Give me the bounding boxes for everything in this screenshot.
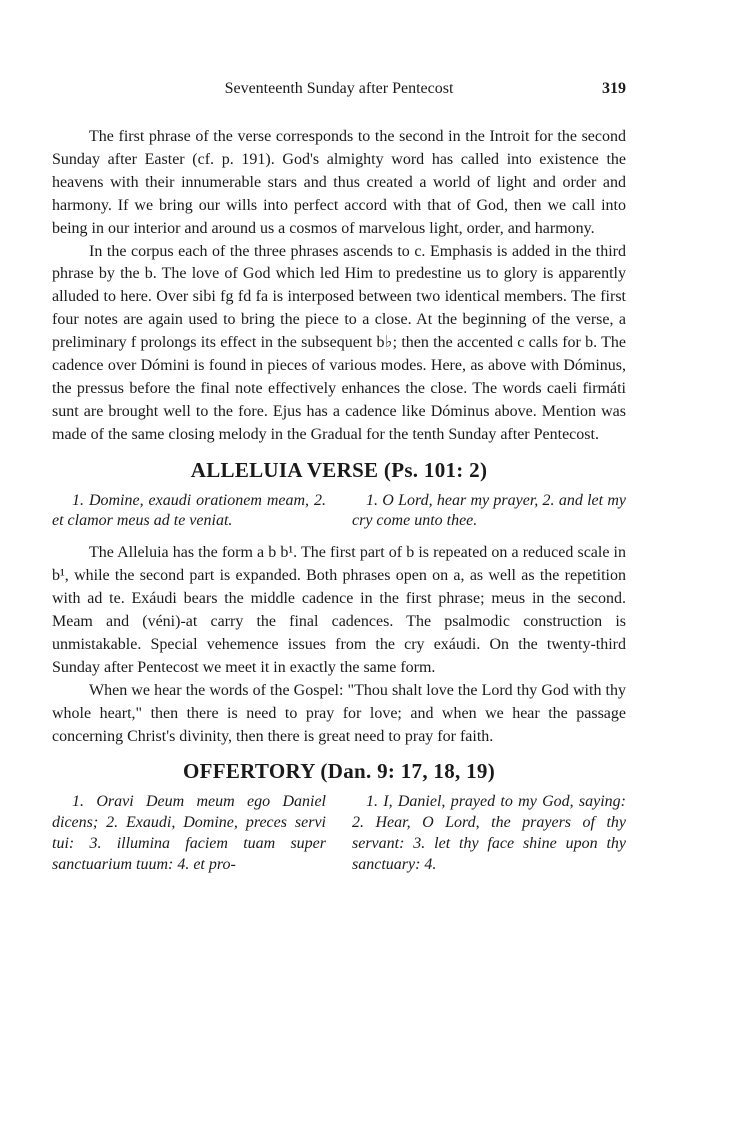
alleluia-verse (52, 491, 626, 533)
paragraph-verse-commentary: The first phrase of the verse corresponds to the second in the Introit for the second Sunday after Easter (cf. p. 191). God's almighty word has called into existence the heavens with their innumerable stars and thus created a world of light and order and harmony. If we bring our wills into perfect accord with that of God, then we call into being in our interior and around us a cosmos of marvelous light, order, and harmony. (52, 128, 626, 237)
offertory-heading: OFFERTORY (Dan. 9: 17, 18, 19) (182, 759, 496, 784)
page-number: 319 (602, 80, 626, 97)
offertory-english-text: 1. I, Daniel, prayed to my God, saying: 2. Hear, O Lord, the prayers of thy servant: 3. let thy face shine upon thy sanctuary: 4. (352, 793, 626, 873)
offertory-verse (52, 792, 626, 875)
alleluia-heading: ALLELUIA VERSE (Ps. 101: 2) (190, 457, 488, 482)
offertory-latin-text: 1. Oravi Deum meum ego Daniel dicens; 2. Exaudi, Domine, preces servi tui: 3. illumina faciem tuam super sanctuarium tuum: 4. et pro- (52, 793, 326, 873)
running-title: Seventeenth Sunday after Pentecost (224, 80, 454, 97)
paragraph-corpus-commentary: In the corpus each of the three phrases ascends to c. Emphasis is added in the third phrase by the b. The love of God which led Him to predestine us to glory is apparently alluded to here. Over sibi fg fd fa is interposed between two identical members. The first four notes are again used to bring the piece to a close. At the beginning of the verse, a preliminary f prolongs its effect in the subsequent b♭; then the accented c calls for b. The cadence over Dómini is found in pieces of various modes. Here, as above with Dóminus, the pressus before the final note effectively enhances the close. The words caeli firmáti sunt are brought well to the fore. Ejus has a cadence like Dóminus above. Mention was made of the same closing melody in the Gradual for the tenth Sunday after Pentecost. (52, 242, 626, 443)
page-body (52, 126, 626, 886)
paragraph-alleluia-gospel: When we hear the words of the Gospel: "Thou shalt love the Lord thy God with thy whole heart," then there is need to pray for love; and when we hear the passage concerning Christ's divinity, then there is great need to pray for faith. (52, 681, 626, 745)
alleluia-english-text: 1. O Lord, hear my prayer, 2. and let my cry come unto thee. (352, 491, 626, 530)
alleluia-latin-text: 1. Domine, exaudi orationem meam, 2. et clamor meus ad te veniat. (52, 491, 326, 530)
running-header (52, 80, 626, 104)
paragraph-alleluia-form: The Alleluia has the form a b b¹. The first part of b is repeated on a reduced scale in b¹, while the second part is expanded. Both phrases open on a, as well as the repetition with ad te. Exáudi bears the middle cadence in the first phrase; meus in the second. Meam and (véni)-at carry the final cadences. The psalmodic construction is unmistakable. Special vehemence issues from the cry exáudi. On the twenty-third Sunday after Pentecost we meet it in exactly the same form. (52, 544, 626, 676)
